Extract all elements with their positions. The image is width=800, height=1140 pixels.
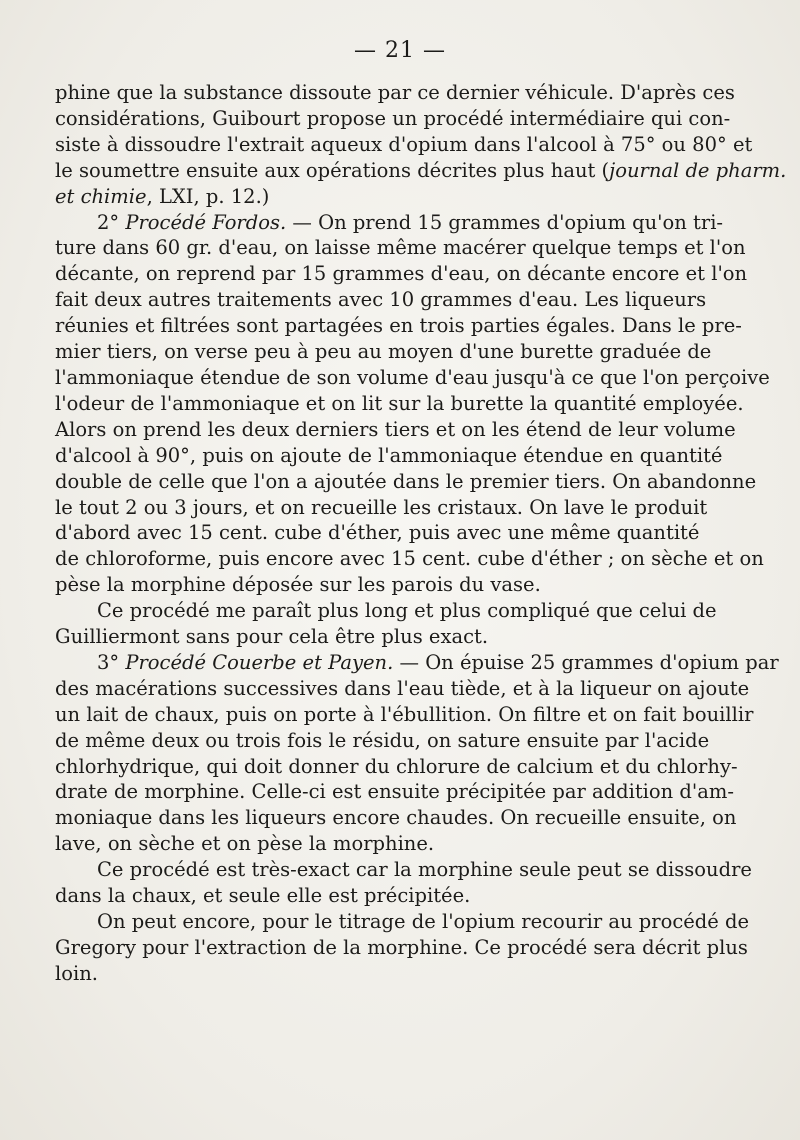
text-line — [55, 339, 712, 365]
line-text: moniaque dans les liqueurs encore chaudes. On recueille ensuite, on — [55, 806, 737, 830]
line-text: considérations, Guibourt propose un procédé intermédiaire qui con- — [55, 106, 731, 130]
text-line — [55, 520, 700, 546]
body-text — [55, 80, 787, 987]
line-text: loin. — [55, 961, 98, 985]
text-line — [55, 598, 717, 624]
line-text: un lait de chaux, puis on porte à l'ébullition. On filtre et on fait bouillir — [55, 702, 754, 726]
text-line — [55, 883, 655, 909]
text-line — [55, 365, 770, 391]
line-text: , LXI, p. 12.) — [146, 184, 270, 208]
text-line — [55, 805, 737, 831]
line-text: réunies et filtrées sont partagées en trois parties égales. Dans le pre- — [55, 314, 742, 338]
italic-text: Procédé Couerbe et Payen. — [125, 650, 394, 674]
text-line — [55, 184, 655, 210]
line-text: de même deux ou trois fois le résidu, on sature ensuite par l'acide — [55, 728, 710, 752]
text-line — [55, 909, 750, 935]
line-text: 3° — [97, 650, 126, 674]
text-line — [55, 676, 750, 702]
text-line — [55, 106, 731, 132]
line-text: siste à dissoudre l'extrait aqueux d'opium dans l'alcool à 75° ou 80° et — [55, 132, 753, 156]
italic-text: et chimie — [55, 184, 147, 208]
line-text: mier tiers, on verse peu à peu au moyen d'une burette graduée de — [55, 340, 712, 364]
line-text: drate de morphine. Celle-ci est ensuite précipitée par addition d'am- — [55, 780, 734, 804]
line-text: l'ammoniaque étendue de son volume d'eau jusqu'à ce que l'on perçoive — [55, 365, 770, 389]
text-line — [55, 546, 764, 572]
text-line — [55, 80, 735, 106]
text-line — [55, 831, 655, 857]
line-text: Alors on prend les deux derniers tiers et on les étend de leur volume — [55, 417, 736, 441]
italic-text: journal de pharm. — [609, 158, 787, 182]
text-line — [55, 935, 748, 961]
text-line — [55, 702, 754, 728]
italic-text: Procédé Fordos. — [125, 210, 287, 234]
line-text-after: — On épuise 25 grammes d'opium par — [393, 650, 779, 674]
text-line — [55, 857, 752, 883]
line-text: double de celle que l'on a ajoutée dans le premier tiers. On abandonne — [55, 469, 757, 493]
text-line — [55, 235, 746, 261]
text-line — [55, 132, 753, 158]
text-line — [55, 650, 779, 676]
text-line — [55, 287, 707, 313]
text-line — [55, 158, 787, 184]
text-line — [55, 261, 748, 287]
line-text: de chloroforme, puis encore avec 15 cent. cube d'éther ; on sèche et on — [55, 547, 764, 571]
line-text: ture dans 60 gr. d'eau, on laisse même macérer quelque temps et l'on — [55, 236, 746, 260]
text-line — [55, 572, 655, 598]
text-line — [55, 313, 742, 339]
text-line — [55, 417, 736, 443]
line-text: le soumettre ensuite aux opérations décrites plus haut ( — [55, 158, 610, 182]
line-text: dans la chaux, et seule elle est précipitée. — [55, 884, 471, 908]
text-line — [55, 495, 708, 521]
line-text: lave, on sèche et on pèse la morphine. — [55, 832, 435, 856]
line-text: d'abord avec 15 cent. cube d'éther, puis avec une même quantité — [55, 521, 700, 545]
line-text: fait deux autres traitements avec 10 grammes d'eau. Les liqueurs — [55, 288, 707, 312]
text-line — [55, 443, 723, 469]
line-text-after: — On prend 15 grammes d'opium qu'on tri- — [286, 210, 724, 234]
line-text: phine que la substance dissoute par ce dernier véhicule. D'après ces — [55, 81, 735, 104]
line-text: le tout 2 ou 3 jours, et on recueille les cristaux. On lave le produit — [55, 495, 708, 519]
line-text: pèse la morphine déposée sur les parois du vase. — [55, 573, 541, 597]
text-line — [55, 754, 738, 780]
line-text: d'alcool à 90°, puis on ajoute de l'ammoniaque étendue en quantité — [55, 443, 723, 467]
line-text: Ce procédé est très-exact car la morphine seule peut se dissoudre — [97, 858, 752, 882]
text-line — [55, 391, 744, 417]
line-text: Ce procédé me paraît plus long et plus compliqué que celui de — [97, 599, 717, 623]
text-line — [55, 779, 734, 805]
page-number: — 21 — — [354, 38, 446, 63]
line-text: l'odeur de l'ammoniaque et on lit sur la burette la quantité employée. — [55, 391, 744, 415]
line-text: Gregory pour l'extraction de la morphine. Ce procédé sera décrit plus — [55, 935, 748, 959]
line-text: décante, on reprend par 15 grammes d'eau, on décante encore et l'on — [55, 262, 748, 286]
line-text: des macérations successives dans l'eau tiède, et à la liqueur on ajoute — [55, 676, 750, 700]
text-line — [55, 624, 655, 650]
text-line — [55, 961, 655, 987]
line-text: On peut encore, pour le titrage de l'opium recourir au procédé de — [97, 910, 750, 933]
text-line — [55, 469, 757, 495]
line-text: chlorhydrique, qui doit donner du chlorure de calcium et du chlorhy- — [55, 754, 738, 778]
text-line — [55, 728, 710, 754]
line-text: Guilliermont sans pour cela être plus exact. — [55, 625, 489, 649]
line-text: 2° — [97, 210, 126, 234]
text-line — [55, 210, 724, 236]
